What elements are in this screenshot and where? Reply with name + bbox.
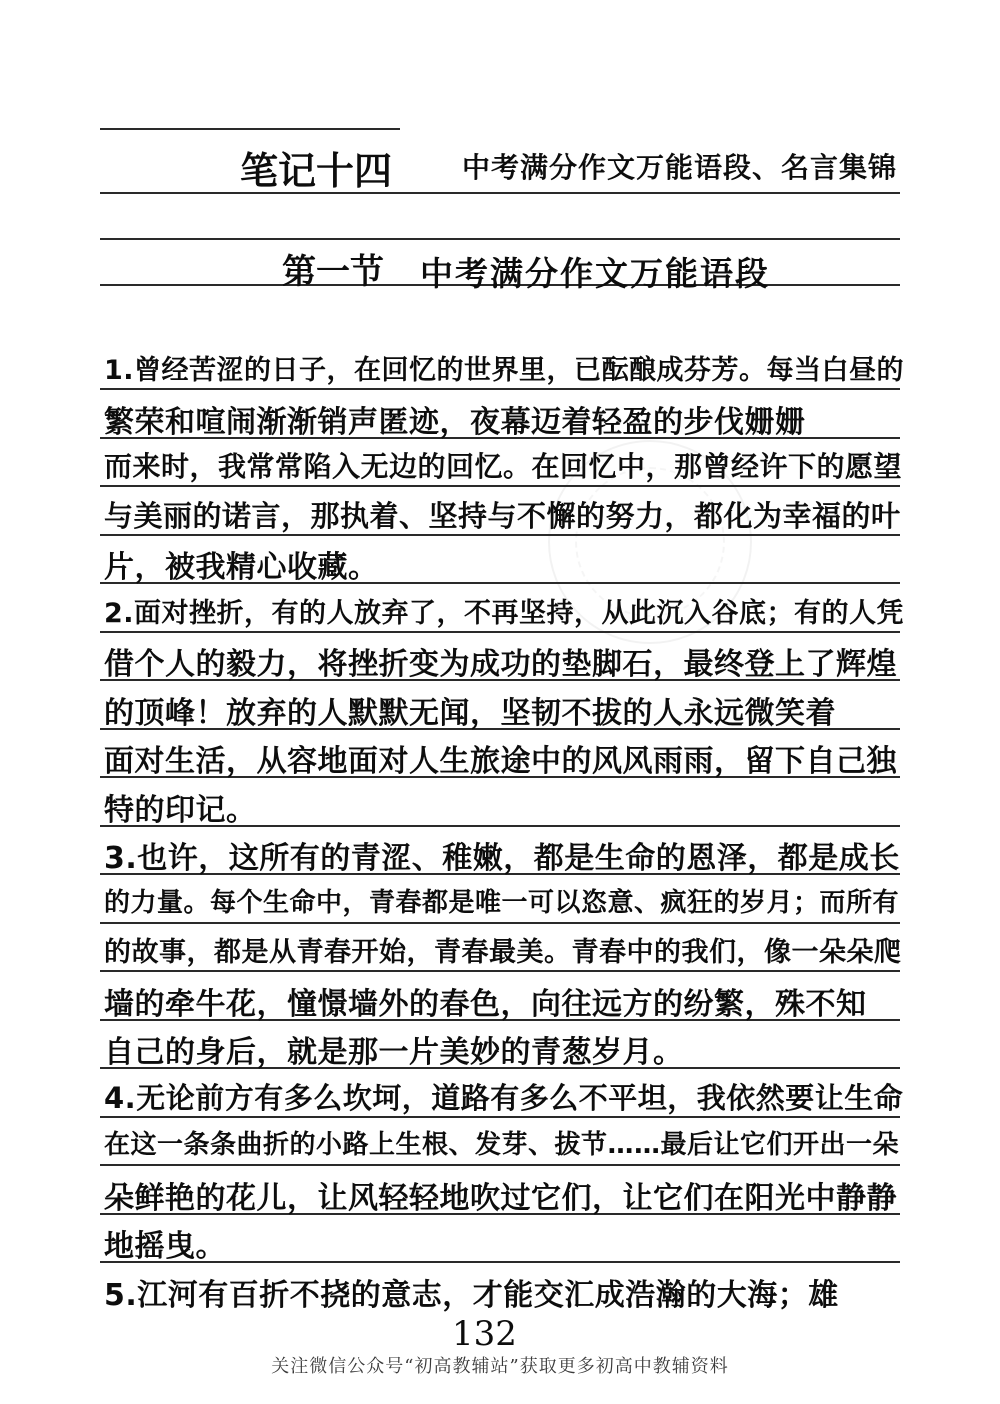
page-number: 132 — [452, 1314, 517, 1354]
text-line: 繁荣和喧闹渐渐销声匿迹，夜幕迈着轻盈的步伐姗姗 — [104, 404, 806, 440]
ruled-line — [100, 1164, 900, 1166]
text-line: 3.也许，这所有的青涩、稚嫩，都是生命的恩泽，都是成长 — [104, 841, 900, 876]
text-line: 与美丽的诺言，那执着、坚持与不懈的努力，都化为幸福的叶 — [104, 498, 901, 533]
ruled-line — [100, 631, 900, 633]
text-line: 5.江河有百折不挠的意志，才能交汇成浩瀚的大海；雄 — [104, 1277, 839, 1313]
ruled-line — [100, 922, 900, 924]
text-line: 墙的牵牛花，憧憬墙外的春色，向往远方的纷繁，殊不知 — [104, 986, 867, 1022]
text-line: 自己的身后，就是那一片美妙的青葱岁月。 — [104, 1035, 684, 1070]
section-title: 中考满分作文万能语段 — [420, 254, 770, 293]
ruled-line — [100, 238, 900, 240]
ruled-line — [100, 192, 900, 194]
ruled-line — [100, 485, 900, 487]
text-line: 借个人的毅力，将挫折变为成功的垫脚石，最终登上了辉煌 — [104, 647, 897, 682]
text-line: 朵鲜艳的花儿，让风轻轻地吹过它们，让它们在阳光中静静 — [104, 1180, 897, 1216]
text-line: 而来时，我常常陷入无边的回忆。在回忆中，那曾经许下的愿望 — [104, 450, 903, 483]
text-line: 1.曾经苦涩的日子，在回忆的世界里，已酝酿成芬芳。每当白昼的 — [104, 355, 905, 386]
text-line: 在这一条条曲折的小路上生根、发芽、拔节……最后让它们开出一朵 — [104, 1130, 900, 1160]
text-line: 面对生活，从容地面对人生旅途中的风风雨雨，留下自己独 — [104, 744, 897, 779]
text-line: 地摇曳。 — [104, 1229, 226, 1264]
section-label: 第一节 — [282, 252, 384, 292]
ruled-line — [100, 388, 900, 390]
text-line: 的故事，都是从青春开始，青春最美。青春中的我们，像一朵朵爬 — [104, 937, 902, 968]
ruled-line — [100, 128, 400, 130]
text-line: 特的印记。 — [104, 792, 257, 828]
text-line: 的力量。每个生命中，青春都是唯一可以恣意、疯狂的岁月；而所有 — [104, 887, 900, 918]
note-title: 中考满分作文万能语段、名言集锦 — [462, 151, 898, 184]
note-label: 笔记十四 — [240, 149, 393, 193]
text-line: 4.无论前方有多么坎坷，道路有多么不平坦，我依然要让生命 — [104, 1080, 904, 1115]
text-line: 片，被我精心收藏。 — [104, 550, 379, 585]
text-line: 的顶峰！放弃的人默默无闻，坚韧不拔的人永远微笑着 — [104, 695, 836, 731]
footer-notice: 关注微信公众号“初高教辅站”获取更多初高中教辅资料 — [271, 1356, 729, 1377]
text-line: 2.面对挫折，有的人放弃了，不再坚持，从此沉入谷底；有的人凭 — [104, 597, 905, 629]
ruled-line — [100, 970, 900, 972]
